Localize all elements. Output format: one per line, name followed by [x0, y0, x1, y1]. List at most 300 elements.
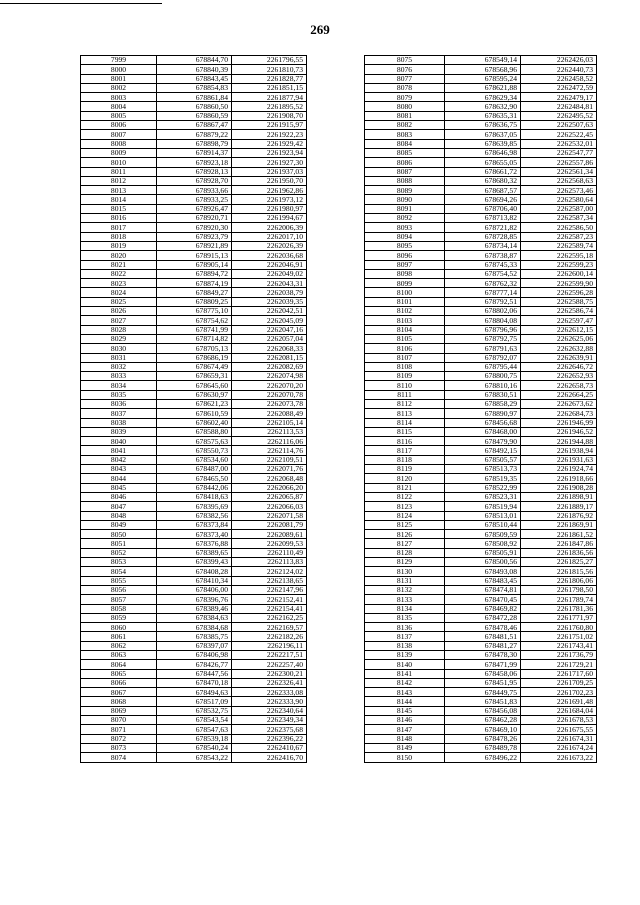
y-coordinate: 2262597,47 — [521, 316, 597, 325]
point-number: 8048 — [81, 511, 157, 520]
y-coordinate: 2262547,77 — [521, 148, 597, 157]
table-row — [365, 186, 597, 195]
table-row — [365, 65, 597, 74]
y-coordinate: 2261994,67 — [232, 214, 307, 223]
y-coordinate: 2262495,52 — [521, 111, 597, 120]
y-coordinate: 2262138,65 — [232, 576, 307, 585]
table-row — [81, 176, 307, 185]
table-row — [81, 483, 307, 492]
y-coordinate: 2261929,42 — [232, 139, 307, 148]
y-coordinate: 2262169,57 — [232, 623, 307, 632]
point-number: 8087 — [365, 167, 445, 176]
table-row — [365, 604, 597, 613]
table-row — [81, 139, 307, 148]
x-coordinate: 678517,09 — [157, 697, 232, 706]
y-coordinate: 2262073,78 — [232, 399, 307, 408]
y-coordinate: 2262586,74 — [521, 307, 597, 316]
x-coordinate: 678376,88 — [157, 539, 232, 548]
table-row — [81, 288, 307, 297]
table-row — [365, 344, 597, 353]
point-number: 8103 — [365, 316, 445, 325]
table-row — [81, 632, 307, 641]
point-number: 8077 — [365, 74, 445, 83]
x-coordinate: 678791,63 — [445, 344, 521, 353]
table-row — [81, 604, 307, 613]
table-row — [81, 706, 307, 715]
x-coordinate: 678844,70 — [157, 56, 232, 65]
point-number: 8135 — [365, 613, 445, 622]
table-row — [365, 260, 597, 269]
y-coordinate: 2262065,87 — [232, 492, 307, 501]
y-coordinate: 2262071,76 — [232, 465, 307, 474]
table-row — [81, 93, 307, 102]
y-coordinate: 2261962,86 — [232, 186, 307, 195]
point-number: 8107 — [365, 353, 445, 362]
y-coordinate: 2262074,98 — [232, 372, 307, 381]
point-number: 8003 — [81, 93, 157, 102]
table-row — [365, 632, 597, 641]
y-coordinate: 2261847,86 — [521, 539, 597, 548]
table-row — [365, 483, 597, 492]
point-number: 8005 — [81, 111, 157, 120]
x-coordinate: 678802,06 — [445, 307, 521, 316]
point-number: 8010 — [81, 158, 157, 167]
x-coordinate: 678914,37 — [157, 148, 232, 157]
table-row — [365, 93, 597, 102]
y-coordinate: 2262340,64 — [232, 706, 307, 715]
x-coordinate: 678519,35 — [445, 474, 521, 483]
x-coordinate: 678800,75 — [445, 372, 521, 381]
point-number: 8046 — [81, 492, 157, 501]
point-number: 8052 — [81, 548, 157, 557]
y-coordinate: 2261946,99 — [521, 418, 597, 427]
table-row — [365, 139, 597, 148]
x-coordinate: 678860,50 — [157, 102, 232, 111]
x-coordinate: 678483,45 — [445, 576, 521, 585]
point-number: 8009 — [81, 148, 157, 157]
y-coordinate: 2262152,41 — [232, 595, 307, 604]
y-coordinate: 2261789,74 — [521, 595, 597, 604]
point-number: 8079 — [365, 93, 445, 102]
x-coordinate: 678655,05 — [445, 158, 521, 167]
point-number: 8006 — [81, 121, 157, 130]
x-coordinate: 678458,06 — [445, 669, 521, 678]
table-row — [81, 279, 307, 288]
x-coordinate: 678754,62 — [157, 316, 232, 325]
point-number: 8149 — [365, 743, 445, 752]
point-number: 8116 — [365, 437, 445, 446]
point-number: 8068 — [81, 697, 157, 706]
x-coordinate: 678508,92 — [445, 539, 521, 548]
x-coordinate: 678630,97 — [157, 390, 232, 399]
point-number: 8147 — [365, 725, 445, 734]
point-number: 8089 — [365, 186, 445, 195]
table-row — [365, 56, 597, 65]
x-coordinate: 678602,40 — [157, 418, 232, 427]
y-coordinate: 2262596,28 — [521, 288, 597, 297]
table-row — [365, 334, 597, 343]
x-coordinate: 678637,05 — [445, 130, 521, 139]
table-row — [81, 576, 307, 585]
table-row — [81, 111, 307, 120]
table-row — [81, 753, 307, 762]
y-coordinate: 2262684,73 — [521, 409, 597, 418]
x-coordinate: 678462,28 — [445, 716, 521, 725]
table-row — [365, 502, 597, 511]
y-coordinate: 2262599,23 — [521, 260, 597, 269]
y-coordinate: 2262673,62 — [521, 399, 597, 408]
y-coordinate: 2261889,17 — [521, 502, 597, 511]
y-coordinate: 2262479,17 — [521, 93, 597, 102]
point-number: 8085 — [365, 148, 445, 157]
x-coordinate: 678406,00 — [157, 585, 232, 594]
x-coordinate: 678449,75 — [445, 688, 521, 697]
x-coordinate: 678894,72 — [157, 269, 232, 278]
y-coordinate: 2261869,91 — [521, 520, 597, 529]
point-number: 8106 — [365, 344, 445, 353]
x-coordinate: 678830,51 — [445, 390, 521, 399]
y-coordinate: 2262664,25 — [521, 390, 597, 399]
x-coordinate: 678469,82 — [445, 604, 521, 613]
x-coordinate: 678920,30 — [157, 223, 232, 232]
point-number: 8012 — [81, 176, 157, 185]
point-number: 8086 — [365, 158, 445, 167]
y-coordinate: 2262599,90 — [521, 279, 597, 288]
table-row — [365, 660, 597, 669]
point-number: 8114 — [365, 418, 445, 427]
y-coordinate: 2262458,52 — [521, 74, 597, 83]
table-row — [365, 567, 597, 576]
point-number: 8111 — [365, 390, 445, 399]
y-coordinate: 2261908,28 — [521, 483, 597, 492]
point-number: 8140 — [365, 660, 445, 669]
point-number: 8037 — [81, 409, 157, 418]
point-number: 8119 — [365, 465, 445, 474]
x-coordinate: 678487,00 — [157, 465, 232, 474]
point-number: 8029 — [81, 334, 157, 343]
y-coordinate: 2262006,39 — [232, 223, 307, 232]
point-number: 8027 — [81, 316, 157, 325]
x-coordinate: 678396,76 — [157, 595, 232, 604]
table-row — [81, 474, 307, 483]
coordinates-table-left — [80, 55, 307, 763]
point-number: 8076 — [365, 65, 445, 74]
x-coordinate: 678741,99 — [157, 325, 232, 334]
table-row — [81, 688, 307, 697]
point-number: 8015 — [81, 204, 157, 213]
x-coordinate: 678470,18 — [157, 678, 232, 687]
y-coordinate: 2261760,80 — [521, 623, 597, 632]
point-number: 8075 — [365, 56, 445, 65]
x-coordinate: 678373,40 — [157, 530, 232, 539]
y-coordinate: 2261674,24 — [521, 743, 597, 752]
x-coordinate: 678540,24 — [157, 743, 232, 752]
table-row — [365, 399, 597, 408]
x-coordinate: 678509,59 — [445, 530, 521, 539]
table-row — [81, 613, 307, 622]
y-coordinate: 2261702,23 — [521, 688, 597, 697]
y-coordinate: 2261908,70 — [232, 111, 307, 120]
point-number: 8024 — [81, 288, 157, 297]
table-row — [365, 74, 597, 83]
x-coordinate: 678849,27 — [157, 288, 232, 297]
y-coordinate: 2262484,81 — [521, 102, 597, 111]
x-coordinate: 678775,10 — [157, 307, 232, 316]
y-coordinate: 2262113,53 — [232, 427, 307, 436]
point-number: 8132 — [365, 585, 445, 594]
y-coordinate: 2261675,55 — [521, 725, 597, 734]
y-coordinate: 2262639,91 — [521, 353, 597, 362]
table-row — [81, 558, 307, 567]
table-row — [365, 437, 597, 446]
point-number: 8142 — [365, 678, 445, 687]
point-number: 8013 — [81, 186, 157, 195]
table-row — [81, 232, 307, 241]
y-coordinate: 2262557,86 — [521, 158, 597, 167]
point-number: 8058 — [81, 604, 157, 613]
table-row — [365, 111, 597, 120]
y-coordinate: 2262113,83 — [232, 558, 307, 567]
point-number: 8134 — [365, 604, 445, 613]
point-number: 8044 — [81, 474, 157, 483]
table-row — [81, 520, 307, 529]
table-row — [365, 204, 597, 213]
point-number: 8053 — [81, 558, 157, 567]
table-row — [81, 260, 307, 269]
x-coordinate: 678738,87 — [445, 251, 521, 260]
table-row — [365, 409, 597, 418]
table-row — [81, 148, 307, 157]
point-number: 8050 — [81, 530, 157, 539]
x-coordinate: 678933,25 — [157, 195, 232, 204]
table-row — [81, 325, 307, 334]
point-number: 8002 — [81, 83, 157, 92]
x-coordinate: 678478,46 — [445, 623, 521, 632]
point-number: 8041 — [81, 446, 157, 455]
x-coordinate: 678745,33 — [445, 260, 521, 269]
x-coordinate: 678639,85 — [445, 139, 521, 148]
table-row — [365, 734, 597, 743]
point-number: 8004 — [81, 102, 157, 111]
x-coordinate: 678890,97 — [445, 409, 521, 418]
y-coordinate: 2262071,58 — [232, 511, 307, 520]
y-coordinate: 2262182,26 — [232, 632, 307, 641]
y-coordinate: 2261674,31 — [521, 734, 597, 743]
point-number: 8117 — [365, 446, 445, 455]
x-coordinate: 678595,24 — [445, 74, 521, 83]
table-row — [365, 465, 597, 474]
point-number: 8081 — [365, 111, 445, 120]
table-row — [365, 251, 597, 260]
x-coordinate: 678397,07 — [157, 641, 232, 650]
point-number: 8057 — [81, 595, 157, 604]
x-coordinate: 678588,80 — [157, 427, 232, 436]
x-coordinate: 678519,94 — [445, 502, 521, 511]
point-number: 8021 — [81, 260, 157, 269]
point-number: 8026 — [81, 307, 157, 316]
x-coordinate: 678492,15 — [445, 446, 521, 455]
point-number: 8144 — [365, 697, 445, 706]
point-number: 8088 — [365, 176, 445, 185]
x-coordinate: 678629,34 — [445, 93, 521, 102]
point-number: 8083 — [365, 130, 445, 139]
y-coordinate: 2262472,59 — [521, 83, 597, 92]
x-coordinate: 678399,43 — [157, 558, 232, 567]
y-coordinate: 2262333,08 — [232, 688, 307, 697]
x-coordinate: 678680,32 — [445, 176, 521, 185]
table-row — [81, 548, 307, 557]
table-row — [81, 372, 307, 381]
x-coordinate: 678447,56 — [157, 669, 232, 678]
table-row — [81, 130, 307, 139]
y-coordinate: 2261751,02 — [521, 632, 597, 641]
x-coordinate: 678494,63 — [157, 688, 232, 697]
table-row — [365, 669, 597, 678]
y-coordinate: 2262068,33 — [232, 344, 307, 353]
x-coordinate: 678762,32 — [445, 279, 521, 288]
x-coordinate: 678714,82 — [157, 334, 232, 343]
table-row — [81, 641, 307, 650]
table-row — [365, 297, 597, 306]
y-coordinate: 2262580,64 — [521, 195, 597, 204]
table-row — [81, 307, 307, 316]
y-coordinate: 2262326,41 — [232, 678, 307, 687]
table-row — [81, 716, 307, 725]
table-row — [365, 102, 597, 111]
y-coordinate: 2261944,88 — [521, 437, 597, 446]
point-number: 8022 — [81, 269, 157, 278]
table-row — [81, 678, 307, 687]
point-number: 8067 — [81, 688, 157, 697]
y-coordinate: 2262110,49 — [232, 548, 307, 557]
table-row — [365, 214, 597, 223]
table-row — [81, 409, 307, 418]
x-coordinate: 678496,22 — [445, 753, 521, 762]
table-row — [365, 613, 597, 622]
table-row — [81, 511, 307, 520]
y-coordinate: 2261743,41 — [521, 641, 597, 650]
x-coordinate: 678645,60 — [157, 381, 232, 390]
table-row — [365, 511, 597, 520]
x-coordinate: 678792,75 — [445, 334, 521, 343]
y-coordinate: 2262089,61 — [232, 530, 307, 539]
table-row — [365, 585, 597, 594]
point-number: 8122 — [365, 492, 445, 501]
y-coordinate: 2262507,63 — [521, 121, 597, 130]
point-number: 8091 — [365, 204, 445, 213]
y-coordinate: 2261915,97 — [232, 121, 307, 130]
x-coordinate: 678539,18 — [157, 734, 232, 743]
table-row — [81, 269, 307, 278]
x-coordinate: 678474,81 — [445, 585, 521, 594]
x-coordinate: 678923,18 — [157, 158, 232, 167]
table-row — [365, 688, 597, 697]
y-coordinate: 2262300,21 — [232, 669, 307, 678]
table-row — [365, 595, 597, 604]
y-coordinate: 2262588,75 — [521, 297, 597, 306]
y-coordinate: 2262612,15 — [521, 325, 597, 334]
point-number: 8034 — [81, 381, 157, 390]
x-coordinate: 678385,75 — [157, 632, 232, 641]
y-coordinate: 2261717,60 — [521, 669, 597, 678]
y-coordinate: 2262396,22 — [232, 734, 307, 743]
x-coordinate: 678674,49 — [157, 362, 232, 371]
table-row — [81, 353, 307, 362]
y-coordinate: 2262162,25 — [232, 613, 307, 622]
table-row — [365, 316, 597, 325]
x-coordinate: 678905,14 — [157, 260, 232, 269]
point-number: 8035 — [81, 390, 157, 399]
x-coordinate: 678389,46 — [157, 604, 232, 613]
table-row — [365, 576, 597, 585]
y-coordinate: 2261950,70 — [232, 176, 307, 185]
table-row — [365, 446, 597, 455]
point-number: 8014 — [81, 195, 157, 204]
x-coordinate: 678534,60 — [157, 455, 232, 464]
table-row — [365, 530, 597, 539]
table-row — [81, 427, 307, 436]
table-row — [81, 390, 307, 399]
table-row — [365, 716, 597, 725]
x-coordinate: 678777,14 — [445, 288, 521, 297]
y-coordinate: 2262632,88 — [521, 344, 597, 353]
point-number: 8138 — [365, 641, 445, 650]
table-row — [365, 325, 597, 334]
point-number: 8071 — [81, 725, 157, 734]
table-row — [81, 567, 307, 576]
table-row — [81, 297, 307, 306]
point-number: 8128 — [365, 548, 445, 557]
y-coordinate: 2262049,02 — [232, 269, 307, 278]
x-coordinate: 678792,51 — [445, 297, 521, 306]
x-coordinate: 678418,63 — [157, 492, 232, 501]
table-row — [365, 83, 597, 92]
point-number: 8056 — [81, 585, 157, 594]
point-number: 8018 — [81, 232, 157, 241]
x-coordinate: 678410,34 — [157, 576, 232, 585]
x-coordinate: 678926,47 — [157, 204, 232, 213]
point-number: 8129 — [365, 558, 445, 567]
y-coordinate: 2261898,91 — [521, 492, 597, 501]
point-number: 8074 — [81, 753, 157, 762]
y-coordinate: 2262440,73 — [521, 65, 597, 74]
y-coordinate: 2262070,78 — [232, 390, 307, 399]
table-row — [81, 362, 307, 371]
point-number: 8143 — [365, 688, 445, 697]
point-number: 8108 — [365, 362, 445, 371]
point-number: 8127 — [365, 539, 445, 548]
x-coordinate: 678795,44 — [445, 362, 521, 371]
table-row — [81, 651, 307, 660]
table-row — [365, 743, 597, 752]
x-coordinate: 678636,75 — [445, 121, 521, 130]
y-coordinate: 2262105,14 — [232, 418, 307, 427]
point-number: 8115 — [365, 427, 445, 436]
x-coordinate: 678469,10 — [445, 725, 521, 734]
y-coordinate: 2262410,67 — [232, 743, 307, 752]
x-coordinate: 678456,68 — [445, 418, 521, 427]
y-coordinate: 2261798,50 — [521, 585, 597, 594]
x-coordinate: 678468,00 — [445, 427, 521, 436]
point-number: 8039 — [81, 427, 157, 436]
table-row — [365, 372, 597, 381]
y-coordinate: 2262154,41 — [232, 604, 307, 613]
point-number: 8008 — [81, 139, 157, 148]
x-coordinate: 678898,79 — [157, 139, 232, 148]
y-coordinate: 2262595,18 — [521, 251, 597, 260]
point-number: 8042 — [81, 455, 157, 464]
y-coordinate: 2262116,06 — [232, 437, 307, 446]
